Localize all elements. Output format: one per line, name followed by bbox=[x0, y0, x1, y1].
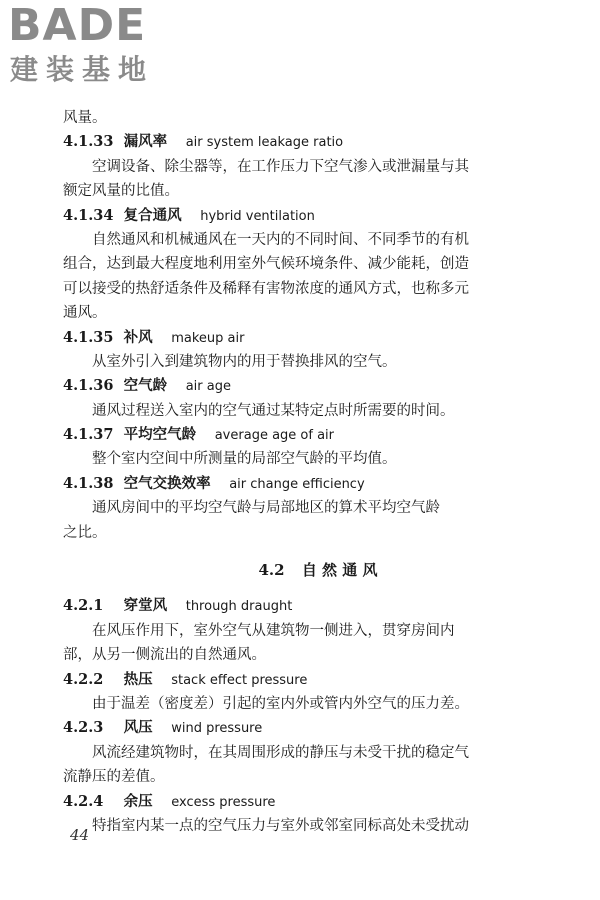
text-line: 自然通风和机械通风在一天内的不同时间、不同季节的有机 bbox=[92, 231, 469, 248]
term-chinese: 穿堂风 bbox=[123, 597, 168, 615]
text-line: 之比。 bbox=[63, 524, 107, 541]
text-line: 由于温差（密度差）引起的室内外或管内外空气的压力差。 bbox=[92, 695, 469, 712]
term-number: 4.2.2 bbox=[63, 670, 104, 688]
term-chinese: 复合通风 bbox=[123, 206, 182, 224]
term-english: stack effect pressure bbox=[171, 672, 308, 688]
term-chinese: 风压 bbox=[123, 719, 153, 737]
term-number: 4.1.36 bbox=[63, 377, 114, 395]
term-number: 4.1.35 bbox=[63, 328, 114, 346]
term-heading bbox=[63, 204, 533, 228]
term-english: wind pressure bbox=[171, 721, 263, 737]
term-heading bbox=[63, 374, 533, 398]
term-number: 4.2.4 bbox=[63, 792, 104, 810]
term-number: 4.1.33 bbox=[63, 133, 114, 151]
term-heading bbox=[63, 716, 533, 740]
text-line: 通风房间中的平均空气龄与局部地区的算术平均空气龄 bbox=[92, 500, 440, 517]
term-chinese: 空气龄 bbox=[123, 377, 168, 395]
term-number: 4.1.37 bbox=[63, 426, 114, 444]
text-line: 风流经建筑物时，在其周围形成的静压与未受干扰的稳定气 bbox=[92, 744, 469, 761]
term-english: makeup air bbox=[171, 330, 245, 346]
text-line: 组合，达到最大程度地利用室外气候环境条件、减少能耗，创造 bbox=[63, 256, 469, 273]
term-english: through draught bbox=[185, 599, 293, 615]
term-english: air age bbox=[185, 379, 231, 395]
logo-subtitle: 建装基地 bbox=[10, 53, 155, 86]
term-chinese: 漏风率 bbox=[123, 133, 168, 151]
section-number: 4.2 bbox=[258, 561, 285, 580]
term-chinese: 热压 bbox=[123, 670, 153, 688]
text-line: 流静压的差值。 bbox=[63, 769, 165, 786]
text-line: 空调设备、除尘器等，在工作压力下空气渗入或泄漏量与其 bbox=[92, 158, 469, 175]
term-heading bbox=[63, 326, 533, 350]
page-number: 44 bbox=[70, 826, 90, 844]
text-line: 在风压作用下，室外空气从建筑物一侧进入，贯穿房间内 bbox=[92, 622, 455, 639]
term-heading bbox=[63, 594, 533, 618]
text-line: 从室外引入到建筑物内的用于替换排风的空气。 bbox=[92, 353, 397, 370]
term-chinese: 补风 bbox=[123, 328, 153, 346]
term-number: 4.2.3 bbox=[63, 719, 104, 737]
text-line: 额定风量的比值。 bbox=[63, 183, 179, 200]
term-english: air system leakage ratio bbox=[185, 135, 344, 151]
text-line: 通风过程送入室内的空气通过某特定点时所需要的时间。 bbox=[92, 402, 455, 419]
term-english: air change efficiency bbox=[229, 476, 365, 492]
term-heading bbox=[63, 790, 533, 814]
term-chinese: 余压 bbox=[123, 792, 153, 810]
logo-brand: BADE bbox=[8, 0, 147, 51]
text-line: 风量。 bbox=[63, 110, 107, 126]
term-heading bbox=[63, 472, 533, 496]
section-title: 自 然 通 风 bbox=[301, 561, 378, 580]
text-line: 可以接受的热舒适条件及稀释有害物浓度的通风方式，也称多元 bbox=[63, 280, 469, 297]
logo bbox=[8, 2, 183, 94]
term-english: excess pressure bbox=[171, 794, 276, 810]
text-line: 通风。 bbox=[63, 305, 107, 322]
document-body bbox=[63, 106, 533, 838]
term-heading bbox=[63, 130, 533, 154]
text-line: 整个室内空间中所测量的局部空气龄的平均值。 bbox=[92, 451, 397, 468]
term-english: hybrid ventilation bbox=[200, 208, 315, 224]
term-heading bbox=[63, 423, 533, 447]
section-heading bbox=[63, 558, 533, 582]
term-number: 4.2.1 bbox=[63, 597, 104, 615]
term-chinese: 空气交换效率 bbox=[123, 474, 211, 492]
term-number: 4.1.34 bbox=[63, 206, 114, 224]
term-heading bbox=[63, 668, 533, 692]
text-line: 部，从另一侧流出的自然通风。 bbox=[63, 647, 266, 664]
term-english: average age of air bbox=[214, 428, 335, 444]
term-chinese: 平均空气龄 bbox=[123, 426, 197, 444]
text-line: 特指室内某一点的空气压力与室外或邻室同标高处未受扰动 bbox=[92, 817, 469, 834]
term-number: 4.1.38 bbox=[63, 474, 114, 492]
